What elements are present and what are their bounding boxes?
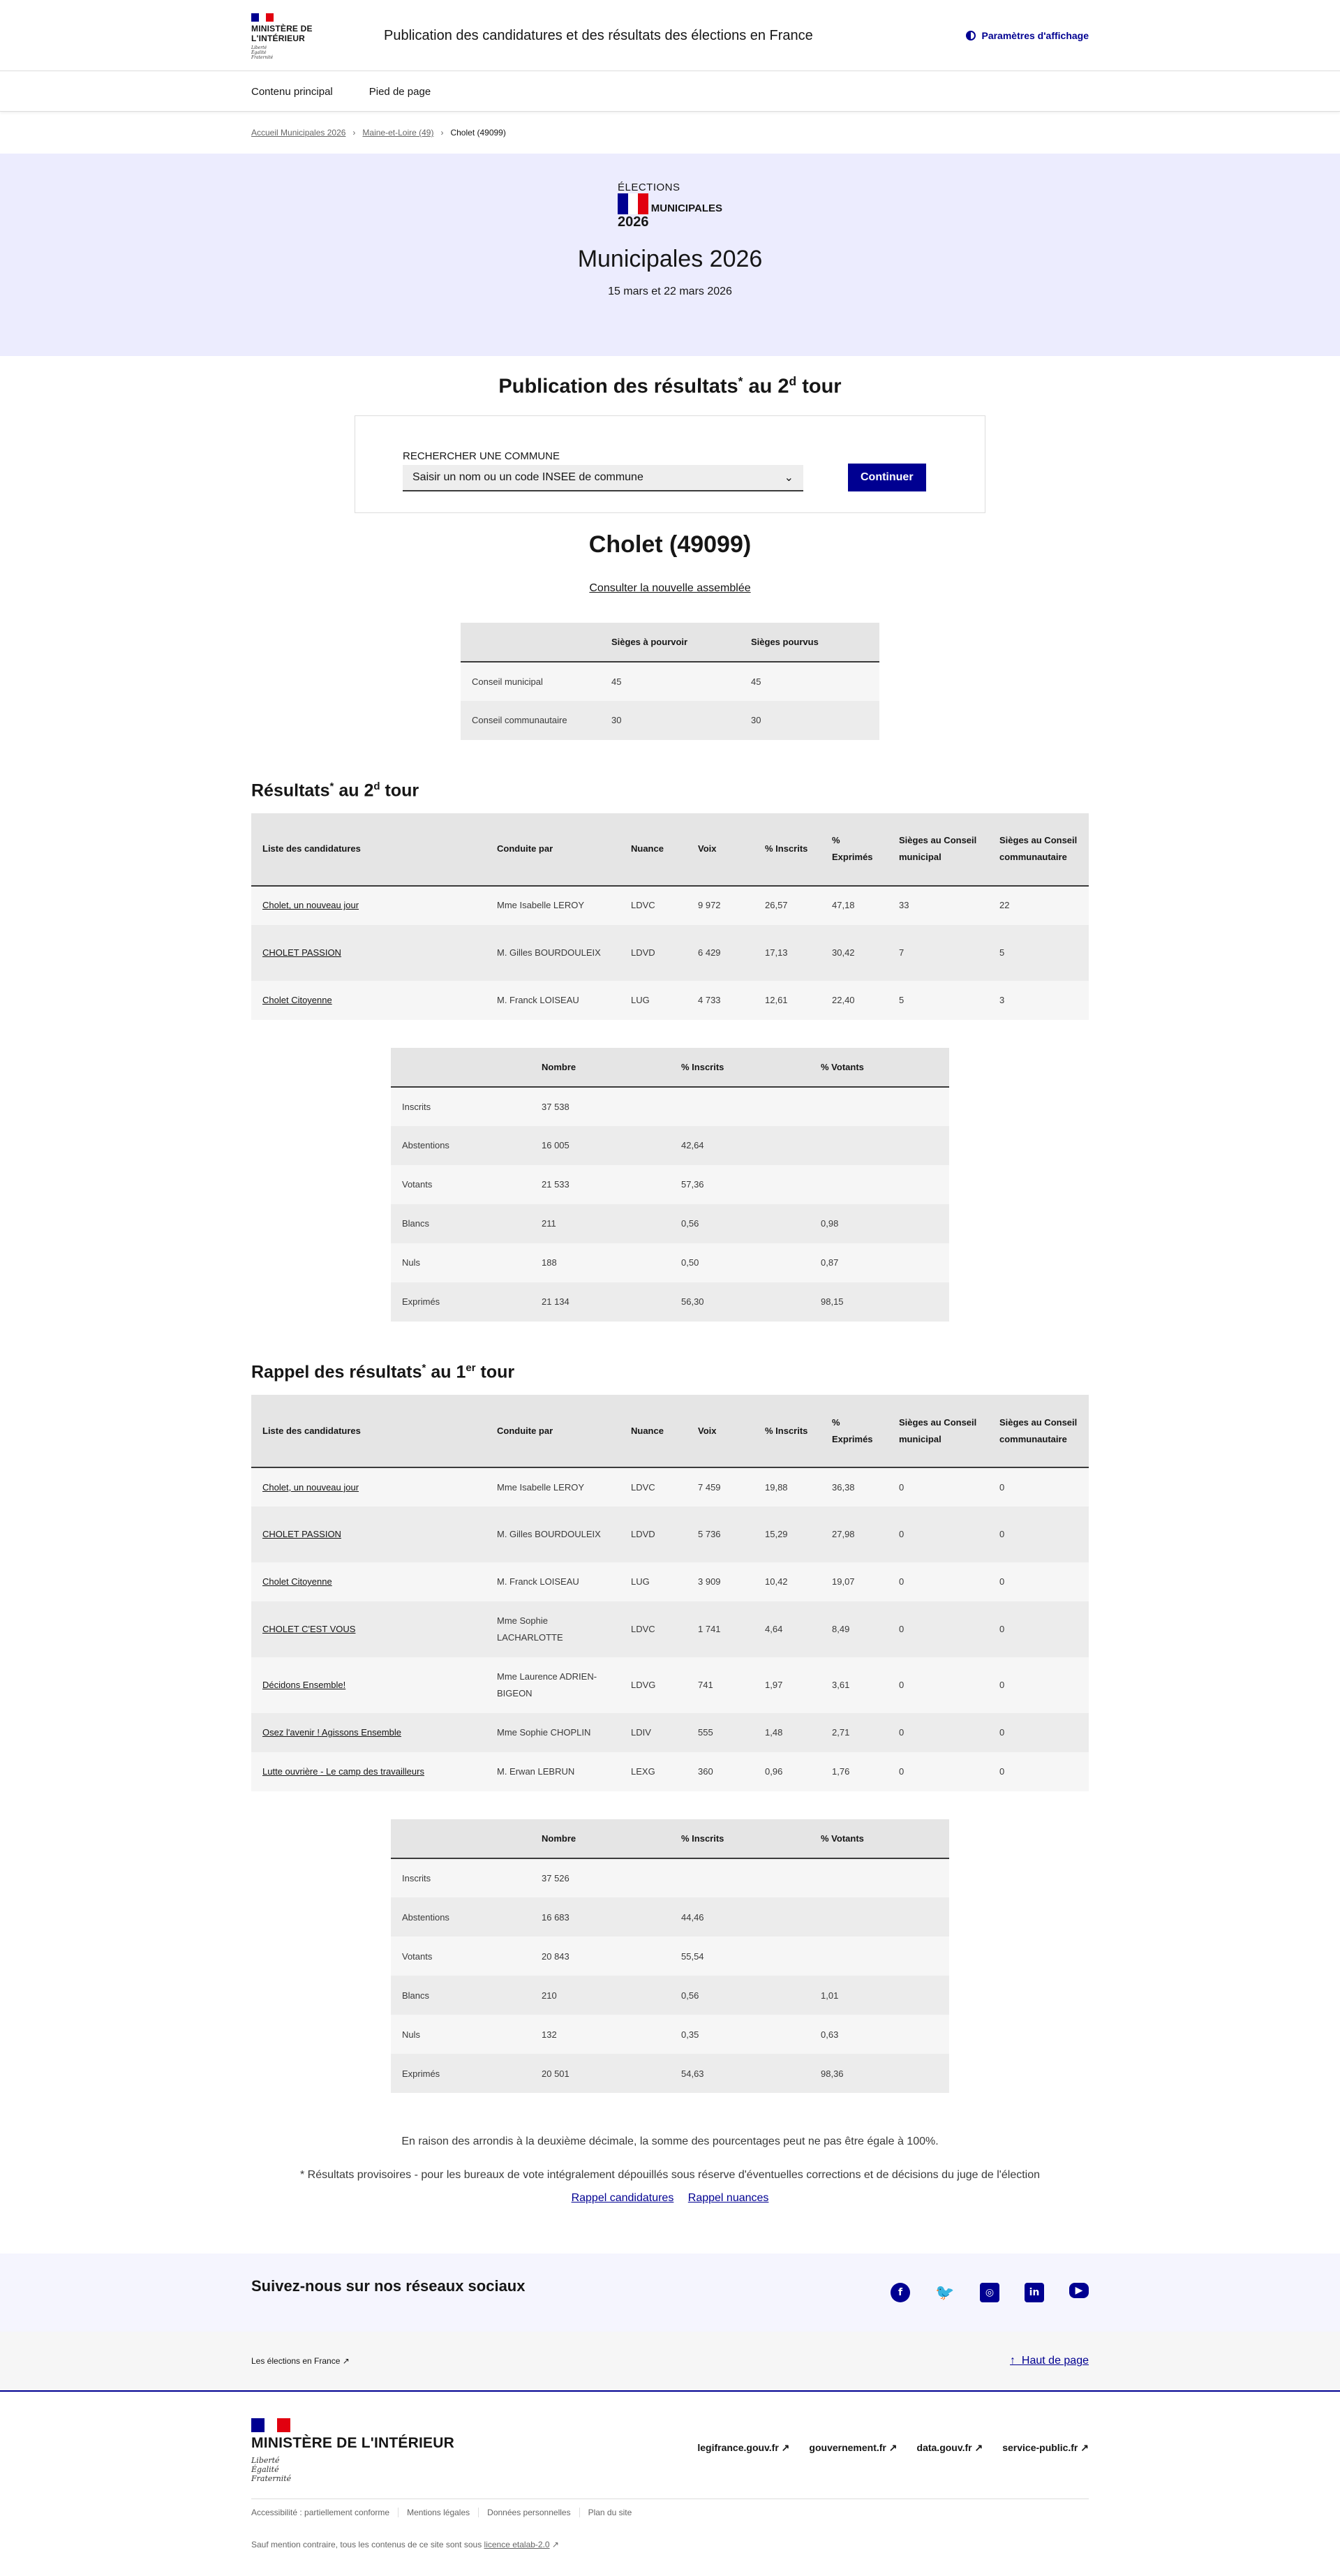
table-cell: 9 972 — [687, 886, 754, 925]
footer-sitemap[interactable]: Plan du site — [588, 2508, 632, 2518]
list-name-cell — [251, 1467, 486, 1507]
table-cell: 0 — [988, 1601, 1089, 1657]
table-cell: 0,87 — [810, 1243, 949, 1282]
table-row — [251, 886, 1089, 925]
table-cell: 20 501 — [530, 2054, 670, 2093]
table-row — [391, 2015, 949, 2054]
table-cell: LDIV — [620, 1713, 687, 1752]
footer-link-gouvernement[interactable]: gouvernement.fr ↗ — [809, 2442, 898, 2454]
table-row — [391, 2054, 949, 2093]
breadcrumb-current: Cholet (49099) — [450, 128, 506, 138]
social-section — [0, 2253, 1340, 2332]
table-row — [391, 1282, 949, 1322]
column-header: Sièges au Conseil municipal — [888, 1395, 988, 1467]
list-link[interactable]: Lutte ouvrière - Le camp des travailleurs — [262, 1766, 424, 1777]
table-cell: 26,57 — [754, 886, 821, 925]
table-cell: 0,35 — [670, 2015, 810, 2054]
list-name-cell — [251, 1601, 486, 1657]
table-cell — [810, 1165, 949, 1204]
license-link[interactable]: licence etalab-2.0 — [484, 2540, 550, 2550]
elections-link[interactable]: Les élections en France ↗ — [251, 2356, 350, 2367]
table-cell — [810, 1858, 949, 1897]
table-cell — [810, 1937, 949, 1976]
table-cell: 0 — [988, 1713, 1089, 1752]
hero-banner — [0, 154, 1340, 356]
table-cell: Abstentions — [391, 1126, 530, 1165]
table-cell: 98,36 — [810, 2054, 949, 2093]
list-link[interactable]: Cholet, un nouveau jour — [262, 1481, 359, 1493]
table-cell: Votants — [391, 1165, 530, 1204]
breadcrumb-home[interactable]: Accueil Municipales 2026 — [251, 128, 346, 138]
table-cell: Exprimés — [391, 2054, 530, 2093]
list-link[interactable]: CHOLET PASSION — [262, 947, 341, 958]
list-name-cell — [251, 1752, 486, 1791]
facebook-icon[interactable]: f — [891, 2283, 910, 2302]
table-row — [251, 1467, 1089, 1507]
table-cell: Abstentions — [391, 1897, 530, 1937]
arrow-up-icon: ↑ — [1010, 2355, 1016, 2367]
footer-legal[interactable]: Mentions légales — [399, 2508, 479, 2517]
table-cell: 210 — [530, 1976, 670, 2015]
external-link-icon: ↗ — [342, 2356, 350, 2367]
page-title: Municipales 2026 — [577, 246, 763, 272]
table-cell: 3 — [988, 981, 1089, 1020]
list-link[interactable]: Cholet Citoyenne — [262, 994, 332, 1005]
chevron-down-icon: ⌄ — [784, 471, 794, 484]
table-row — [391, 1087, 949, 1126]
table-cell: 12,61 — [754, 981, 821, 1020]
column-header: Sièges pourvus — [740, 623, 879, 662]
table-cell: 19,07 — [821, 1562, 888, 1601]
table-cell: 0,56 — [670, 1204, 810, 1243]
table-header-row — [391, 1819, 949, 1858]
table-header-row — [461, 623, 879, 662]
table-row — [251, 981, 1089, 1020]
footer-link-service-public[interactable]: service-public.fr ↗ — [1002, 2442, 1089, 2454]
table-row — [251, 1507, 1089, 1562]
footer-ministry-logo[interactable]: MINISTÈRE DE L'INTÉRIEUR Liberté Égalité Fraternité — [251, 2417, 461, 2483]
table-row — [461, 662, 879, 701]
table-cell: 0,56 — [670, 1976, 810, 2015]
chevron-right-icon: › — [440, 128, 444, 138]
column-header: Voix — [687, 813, 754, 886]
column-header: % Votants — [810, 1819, 949, 1858]
footer-link-legifrance[interactable]: legifrance.gouv.fr ↗ — [697, 2442, 790, 2454]
table-cell: 0 — [888, 1507, 988, 1562]
table-cell: Blancs — [391, 1204, 530, 1243]
list-name-cell — [251, 1657, 486, 1713]
table-row — [251, 1657, 1089, 1713]
list-link[interactable]: Cholet, un nouveau jour — [262, 900, 359, 911]
table-cell: 19,88 — [754, 1467, 821, 1507]
table-cell — [670, 1858, 810, 1897]
round2-stats-table — [391, 1048, 949, 1322]
table-cell: 0 — [888, 1467, 988, 1507]
footer-accessibility[interactable]: Accessibilité : partiellement conforme — [251, 2508, 399, 2517]
column-header: % Exprimés — [821, 1395, 888, 1467]
table-cell: 3 909 — [687, 1562, 754, 1601]
table-cell: 360 — [687, 1752, 754, 1791]
column-header: % Votants — [810, 1048, 949, 1087]
table-cell: 0 — [988, 1562, 1089, 1601]
column-header: % Inscrits — [754, 813, 821, 886]
site-title[interactable]: Publication des candidatures et des résultats des élections en France — [384, 27, 813, 43]
column-header: % Inscrits — [670, 1819, 810, 1858]
election-dates: 15 mars et 22 mars 2026 — [608, 286, 732, 297]
table-cell: Mme Sophie LACHARLOTTE — [486, 1601, 620, 1657]
column-header: Nombre — [530, 1048, 670, 1087]
ministry-logo[interactable] — [251, 12, 356, 60]
search-label: RECHERCHER UNE COMMUNE — [403, 450, 560, 462]
table-cell: Votants — [391, 1937, 530, 1976]
list-name-cell — [251, 1713, 486, 1752]
elections-logo: ÉLECTIONS MUNICIPALES 2026 — [618, 182, 722, 230]
round1-title: Rappel des résultats* au 1er tour — [251, 1361, 515, 1382]
site-header — [0, 0, 1340, 71]
provisional-note: * Résultats provisoires - pour les bureaux de vote intégralement dépouillés sous réserve d'éventuelles corrections et de décisions du juge de l'élection — [299, 2169, 1041, 2182]
table-row — [391, 1204, 949, 1243]
top-strip — [0, 2332, 1340, 2390]
table-cell: 0,50 — [670, 1243, 810, 1282]
table-cell: LDVG — [620, 1657, 687, 1713]
table-cell: 54,63 — [670, 2054, 810, 2093]
table-cell: 56,30 — [670, 1282, 810, 1322]
list-name-cell — [251, 1507, 486, 1562]
column-header — [391, 1048, 530, 1087]
column-header: Nuance — [620, 1395, 687, 1467]
chevron-right-icon: › — [352, 128, 356, 138]
table-cell: 21 533 — [530, 1165, 670, 1204]
table-cell: 0 — [988, 1507, 1089, 1562]
table-cell: M. Gilles BOURDOULEIX — [486, 1507, 620, 1562]
column-header: Liste des candidatures — [251, 1395, 486, 1467]
table-cell: 0,98 — [810, 1204, 949, 1243]
table-cell: Exprimés — [391, 1282, 530, 1322]
table-cell: 1 741 — [687, 1601, 754, 1657]
contrast-icon — [966, 31, 976, 40]
table-cell: 27,98 — [821, 1507, 888, 1562]
round1-results-table — [251, 1395, 1089, 1791]
table-cell: 37 526 — [530, 1858, 670, 1897]
rounding-note: En raison des arrondis à la deuxième décimale, la somme des pourcentages peut ne pas être égale à 100%. — [401, 2135, 939, 2148]
column-header: Nombre — [530, 1819, 670, 1858]
footer-bottom-links — [251, 2499, 1089, 2517]
linkedin-icon[interactable]: in — [1025, 2283, 1044, 2302]
column-header: % Exprimés — [821, 813, 888, 886]
seats-table — [461, 623, 879, 740]
table-row — [251, 1713, 1089, 1752]
table-cell: 1,01 — [810, 1976, 949, 2015]
table-cell: 47,18 — [821, 886, 888, 925]
table-cell: 4 733 — [687, 981, 754, 1020]
table-cell: 15,29 — [754, 1507, 821, 1562]
table-cell: 44,46 — [670, 1897, 810, 1937]
table-cell: LUG — [620, 981, 687, 1020]
table-cell: Nuls — [391, 1243, 530, 1282]
breadcrumb — [0, 112, 1340, 154]
table-cell: Nuls — [391, 2015, 530, 2054]
column-header: Conduite par — [486, 1395, 620, 1467]
table-cell: 5 736 — [687, 1507, 754, 1562]
table-cell: LDVC — [620, 1601, 687, 1657]
table-cell: 2,71 — [821, 1713, 888, 1752]
social-title: Suivez-nous sur nos réseaux sociaux — [251, 2277, 526, 2295]
table-header-row — [251, 813, 1089, 886]
column-header: % Inscrits — [670, 1048, 810, 1087]
table-cell — [810, 1087, 949, 1126]
table-row — [391, 1126, 949, 1165]
list-name-cell — [251, 886, 486, 925]
table-cell: Mme Isabelle LEROY — [486, 1467, 620, 1507]
list-name-cell — [251, 1562, 486, 1601]
column-header: Sièges à pourvoir — [600, 623, 740, 662]
table-cell: 0 — [988, 1752, 1089, 1791]
license: Sauf mention contraire, tous les contenus de ce site sont sous licence etalab-2.0 ↗ — [251, 2540, 559, 2550]
table-header-row — [251, 1395, 1089, 1467]
notes — [251, 2125, 1089, 2192]
round2-title: Résultats* au 2$^d$ tour — [251, 780, 419, 800]
table-cell: Mme Sophie CHOPLIN — [486, 1713, 620, 1752]
table-cell: Mme Laurence ADRIEN-BIGEON — [486, 1657, 620, 1713]
table-cell: LUG — [620, 1562, 687, 1601]
table-cell: 17,13 — [754, 925, 821, 981]
table-cell: 8,49 — [821, 1601, 888, 1657]
footer-link-data[interactable]: data.gouv.fr ↗ — [916, 2442, 983, 2454]
instagram-icon[interactable]: ◎ — [980, 2283, 999, 2302]
table-cell: LDVD — [620, 1507, 687, 1562]
table-cell: 7 — [888, 925, 988, 981]
table-cell: 6 429 — [687, 925, 754, 981]
table-row — [461, 701, 879, 740]
table-cell: Conseil communautaire — [461, 701, 600, 740]
table-cell: 57,36 — [670, 1165, 810, 1204]
commune-search — [355, 415, 985, 513]
column-header: Liste des candidatures — [251, 813, 486, 886]
column-header: Sièges au Conseil communautaire — [988, 813, 1089, 886]
table-cell: 0 — [988, 1657, 1089, 1713]
table-cell: 30,42 — [821, 925, 888, 981]
table-cell: 0,63 — [810, 2015, 949, 2054]
table-cell: LEXG — [620, 1752, 687, 1791]
table-cell: 3,61 — [821, 1657, 888, 1713]
column-header: Conduite par — [486, 813, 620, 886]
table-cell: 4,64 — [754, 1601, 821, 1657]
table-cell: LDVD — [620, 925, 687, 981]
youtube-icon[interactable]: ▶ — [1069, 2283, 1089, 2298]
footer-links — [697, 2442, 1089, 2454]
table-row — [251, 1752, 1089, 1791]
flag-icon — [251, 2418, 290, 2432]
table-cell: Inscrits — [391, 1087, 530, 1126]
site-footer — [0, 2390, 1340, 2549]
table-row — [391, 1976, 949, 2015]
table-cell: 0 — [888, 1657, 988, 1713]
table-cell: 741 — [687, 1657, 754, 1713]
column-header: % Inscrits — [754, 1395, 821, 1467]
column-header — [391, 1819, 530, 1858]
table-cell: 45 — [600, 662, 740, 701]
table-cell: 30 — [740, 701, 879, 740]
table-cell — [810, 1897, 949, 1937]
table-cell: 188 — [530, 1243, 670, 1282]
table-cell: LDVC — [620, 1467, 687, 1507]
column-header: Sièges au Conseil communautaire — [988, 1395, 1089, 1467]
table-row — [391, 1858, 949, 1897]
table-cell: 22,40 — [821, 981, 888, 1020]
table-cell: 55,54 — [670, 1937, 810, 1976]
table-cell: 45 — [740, 662, 879, 701]
table-cell: 1,76 — [821, 1752, 888, 1791]
table-cell: 7 459 — [687, 1467, 754, 1507]
table-cell: 0 — [888, 1601, 988, 1657]
round2-results-table — [251, 813, 1089, 1020]
table-row — [391, 1897, 949, 1937]
table-cell: 132 — [530, 2015, 670, 2054]
table-cell: 0 — [988, 1467, 1089, 1507]
twitter-icon[interactable]: 🐦 — [935, 2283, 955, 2302]
round1-stats-table — [391, 1819, 949, 2093]
table-cell: 30 — [600, 701, 740, 740]
table-header-row — [391, 1048, 949, 1087]
table-cell: Blancs — [391, 1976, 530, 2015]
table-cell: M. Erwan LEBRUN — [486, 1752, 620, 1791]
consult-assembly-link[interactable]: Consulter la nouvelle assemblée — [589, 582, 751, 594]
table-cell — [810, 1126, 949, 1165]
column-header: Voix — [687, 1395, 754, 1467]
table-cell: 16 683 — [530, 1897, 670, 1937]
list-link[interactable]: Cholet Citoyenne — [262, 1576, 332, 1587]
list-link[interactable]: Décidons Ensemble! — [262, 1680, 346, 1691]
table-cell: 36,38 — [821, 1467, 888, 1507]
table-cell: 1,48 — [754, 1713, 821, 1752]
continue-button[interactable]: Continuer — [848, 464, 926, 491]
footer-privacy[interactable]: Données personnelles — [479, 2508, 579, 2517]
table-cell: Mme Isabelle LEROY — [486, 886, 620, 925]
table-cell: 211 — [530, 1204, 670, 1243]
table-cell: 20 843 — [530, 1937, 670, 1976]
table-cell: 98,15 — [810, 1282, 949, 1322]
table-cell: 5 — [988, 925, 1089, 981]
commune-title: Cholet (49099) — [588, 531, 752, 558]
column-header — [461, 623, 600, 662]
back-to-top-link[interactable]: ↑ Haut de page — [1010, 2355, 1089, 2367]
table-cell: 10,42 — [754, 1562, 821, 1601]
table-cell: 0 — [888, 1713, 988, 1752]
table-cell: Conseil municipal — [461, 662, 600, 701]
publication-title: Publication des résultats* au 2$^d$ tour — [498, 374, 842, 398]
flag-icon — [251, 13, 274, 22]
list-link[interactable]: CHOLET C'EST VOUS — [262, 1624, 356, 1635]
table-cell: LDVC — [620, 886, 687, 925]
table-row — [251, 1601, 1089, 1657]
ministry-name: MINISTÈRE DE L'INTÉRIEUR — [251, 23, 313, 43]
table-cell: 0,96 — [754, 1752, 821, 1791]
table-cell: 21 134 — [530, 1282, 670, 1322]
table-row — [391, 1165, 949, 1204]
table-row — [251, 925, 1089, 981]
table-cell: 1,97 — [754, 1657, 821, 1713]
skiplink-footer[interactable]: Pied de page — [368, 85, 431, 98]
column-header: Nuance — [620, 813, 687, 886]
table-cell — [670, 1087, 810, 1126]
table-cell: 0 — [888, 1562, 988, 1601]
recall-candidatures-link[interactable]: Rappel candidatures — [571, 2192, 674, 2205]
table-cell: 16 005 — [530, 1126, 670, 1165]
list-link[interactable]: Osez l'avenir ! Agissons Ensemble — [262, 1727, 402, 1738]
column-header: Sièges au Conseil municipal — [888, 813, 988, 886]
table-cell: 5 — [888, 981, 988, 1020]
devise: Liberté Égalité Fraternité — [251, 45, 274, 60]
table-cell: M. Franck LOISEAU — [486, 1562, 620, 1601]
list-name-cell — [251, 925, 486, 981]
table-cell: 555 — [687, 1713, 754, 1752]
display-settings-button[interactable]: Paramètres d'affichage — [966, 30, 1089, 41]
table-cell: Inscrits — [391, 1858, 530, 1897]
flag-icon — [618, 193, 648, 214]
table-row — [391, 1937, 949, 1976]
table-cell: 22 — [988, 886, 1089, 925]
table-cell: 37 538 — [530, 1087, 670, 1126]
commune-select[interactable]: Saisir un nom ou un code INSEE de commune ⌄ — [403, 465, 803, 491]
table-cell: M. Franck LOISEAU — [486, 981, 620, 1020]
recall-nuances-link[interactable]: Rappel nuances — [687, 2192, 769, 2205]
table-row — [391, 1243, 949, 1282]
table-cell: 42,64 — [670, 1126, 810, 1165]
table-row — [251, 1562, 1089, 1601]
list-link[interactable]: CHOLET PASSION — [262, 1529, 341, 1540]
skiplink-main[interactable]: Contenu principal — [251, 85, 333, 98]
table-cell: 33 — [888, 886, 988, 925]
recall-links — [251, 2192, 1089, 2205]
list-name-cell — [251, 981, 486, 1020]
skiplinks — [0, 71, 1340, 112]
table-cell: 0 — [888, 1752, 988, 1791]
table-cell: M. Gilles BOURDOULEIX — [486, 925, 620, 981]
breadcrumb-dept[interactable]: Maine-et-Loire (49) — [362, 128, 434, 138]
